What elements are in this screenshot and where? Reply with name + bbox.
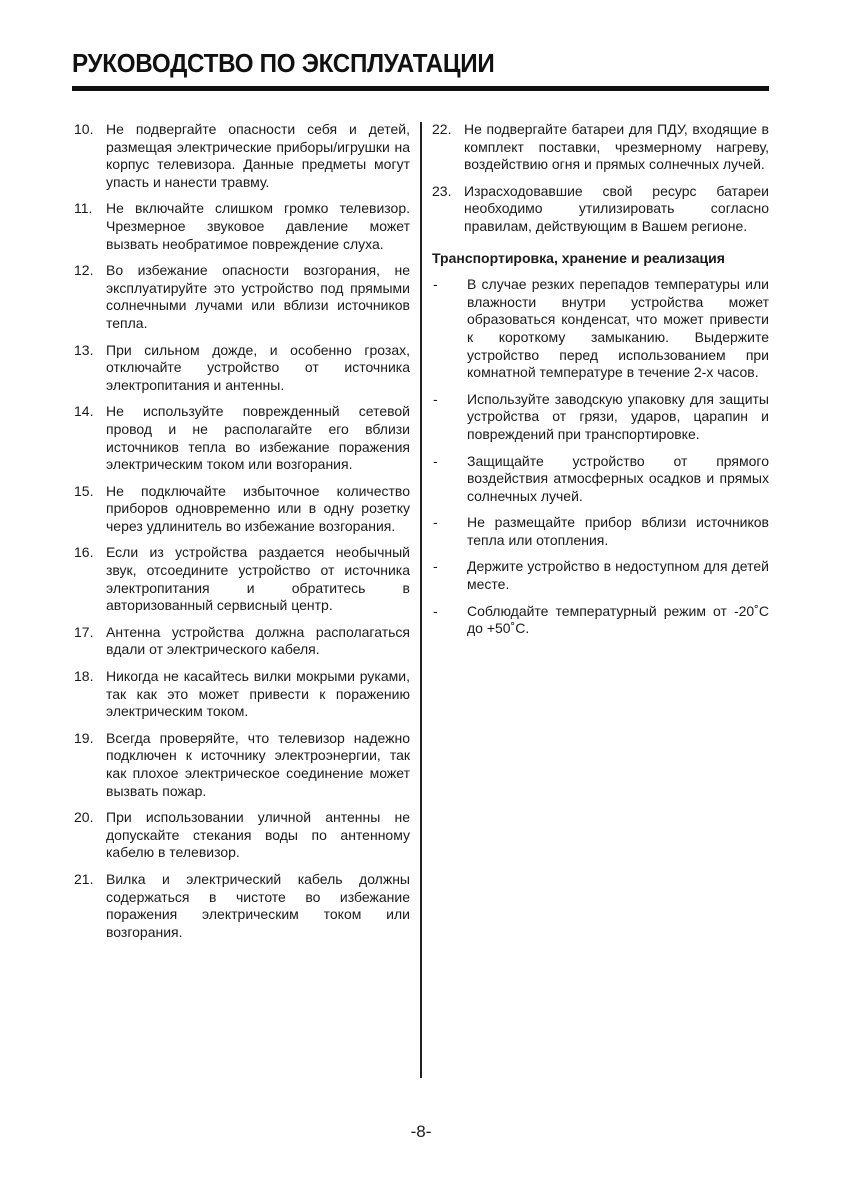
- bullet-mark: -: [433, 514, 438, 531]
- bullet-mark: -: [433, 452, 438, 469]
- item-number: 11.: [74, 200, 93, 217]
- list-item: [74, 668, 410, 721]
- section-heading: Транспортировка, хранение и реализация: [432, 249, 725, 266]
- item-number: 21.: [74, 870, 94, 887]
- item-text: Если из устройства раздается необычный звук, отсоедините устройство от источника электропитания и обратитесь в авторизованный сервисный центр.: [106, 544, 410, 614]
- bullet-text: Соблюдайте температурный режим от -20˚С до +50˚С.: [467, 602, 769, 637]
- right-column: [432, 121, 769, 647]
- list-item: [74, 121, 410, 191]
- item-text: Не подвергайте опасности себя и детей, размещая электрические приборы/игрушки на корпус телевизора. Данные предметы могут упасть и нанести травму.: [106, 121, 410, 190]
- item-text: При использовании уличной антенны не допускайте стекания воды по антенному кабелю в телевизор.: [106, 809, 410, 861]
- list-item: [74, 730, 410, 800]
- list-item: [432, 121, 769, 174]
- item-text: Не подвергайте батареи для ПДУ, входящие в комплект поставки, чрезмерному нагреву, воздействию огня и прямых солнечных лучей.: [464, 121, 769, 173]
- item-text: Не используйте поврежденный сетевой провод и не располагайте его вблизи источников тепла во избежание поражения электрическим током или возгорания.: [106, 403, 410, 473]
- item-number: 23.: [432, 182, 452, 199]
- item-number: 16.: [74, 544, 94, 561]
- title-rule: [72, 86, 769, 91]
- page-number: -8-: [410, 1122, 432, 1141]
- item-number: 13.: [74, 341, 94, 358]
- item-number: 12.: [74, 262, 94, 279]
- bullet-item: [432, 514, 769, 549]
- item-number: 17.: [74, 623, 94, 640]
- item-number: 19.: [74, 729, 94, 746]
- list-item: [74, 871, 410, 941]
- bullet-item: [432, 453, 769, 506]
- item-number: 15.: [74, 482, 94, 499]
- bullet-mark: -: [433, 602, 438, 619]
- item-text: Всегда проверяйте, что телевизор надежно подключен к источнику электроэнергии, так как плохое электрическое соединение может вызвать пожар.: [106, 729, 410, 799]
- list-item: [74, 262, 410, 332]
- bullet-text: Защищайте устройство от прямого воздействия атмосферных осадков и прямых солнечных лучей.: [467, 452, 769, 504]
- item-text: Не подключайте избыточное количество приборов одновременно или в одну розетку через удлинитель во избежание возгорания.: [106, 482, 410, 534]
- bullet-item: [432, 391, 769, 444]
- item-number: 18.: [74, 668, 94, 685]
- bullet-text: В случае резких перепадов температуры или влажности внутри устройства может образоваться конденсат, что может привести к короткому замыканию. Выдержите устройство перед использованием при комнатной температуре в течение 2-х часов.: [467, 276, 769, 381]
- bullet-item: [432, 603, 769, 638]
- bullet-text: Не размещайте прибор вблизи источников тепла или отопления.: [467, 514, 769, 548]
- left-column: [74, 121, 410, 950]
- bullet-text: Держите устройство в недоступном для детей месте.: [467, 558, 769, 593]
- item-text: Антенна устройства должна располагаться вдали от электрического кабеля.: [106, 623, 410, 658]
- item-text: Не включайте слишком громко телевизор. Чрезмерное звуковое давление может вызвать необратимое повреждение слуха.: [106, 200, 410, 252]
- item-text: Во избежание опасности возгорания, не эксплуатируйте это устройство под прямыми солнечными лучами или вблизи источников тепла.: [106, 262, 410, 331]
- list-item: [74, 403, 410, 473]
- item-number: 22.: [432, 121, 452, 137]
- bullet-mark: -: [433, 390, 438, 407]
- list-item: [74, 544, 410, 614]
- bullet-text: Используйте заводскую упаковку для защиты устройства от грязи, ударов, царапин и повреждений при транспортировке.: [467, 390, 769, 442]
- page-title: РУКОВОДСТВО ПО ЭКСПЛУАТАЦИИ: [72, 48, 495, 78]
- item-text: Вилка и электрический кабель должны содержаться в чистоте во избежание поражения электрическим током или возгорания.: [106, 870, 410, 940]
- item-number: 20.: [74, 809, 94, 826]
- list-item: [74, 624, 410, 659]
- list-item: [74, 200, 410, 253]
- item-number: 10.: [74, 121, 94, 137]
- list-item: [74, 342, 410, 395]
- item-number: 14.: [74, 403, 94, 420]
- list-item: [74, 483, 410, 536]
- item-text: При сильном дожде, и особенно грозах, отключайте устройство от источника электропитания и антенны.: [106, 341, 410, 393]
- list-item: [432, 183, 769, 236]
- list-item: [74, 809, 410, 862]
- column-divider: [420, 122, 422, 1078]
- bullet-mark: -: [433, 558, 438, 575]
- item-text: Никогда не касайтесь вилки мокрыми руками, так как это может привести к поражению электрическим током.: [106, 668, 410, 720]
- bullet-item: [432, 276, 769, 382]
- bullet-mark: -: [433, 276, 438, 293]
- item-text: Израсходовавшие свой ресурс батареи необходимо утилизировать согласно правилам, действующим в Вашем регионе.: [464, 182, 769, 234]
- bullet-item: [432, 558, 769, 593]
